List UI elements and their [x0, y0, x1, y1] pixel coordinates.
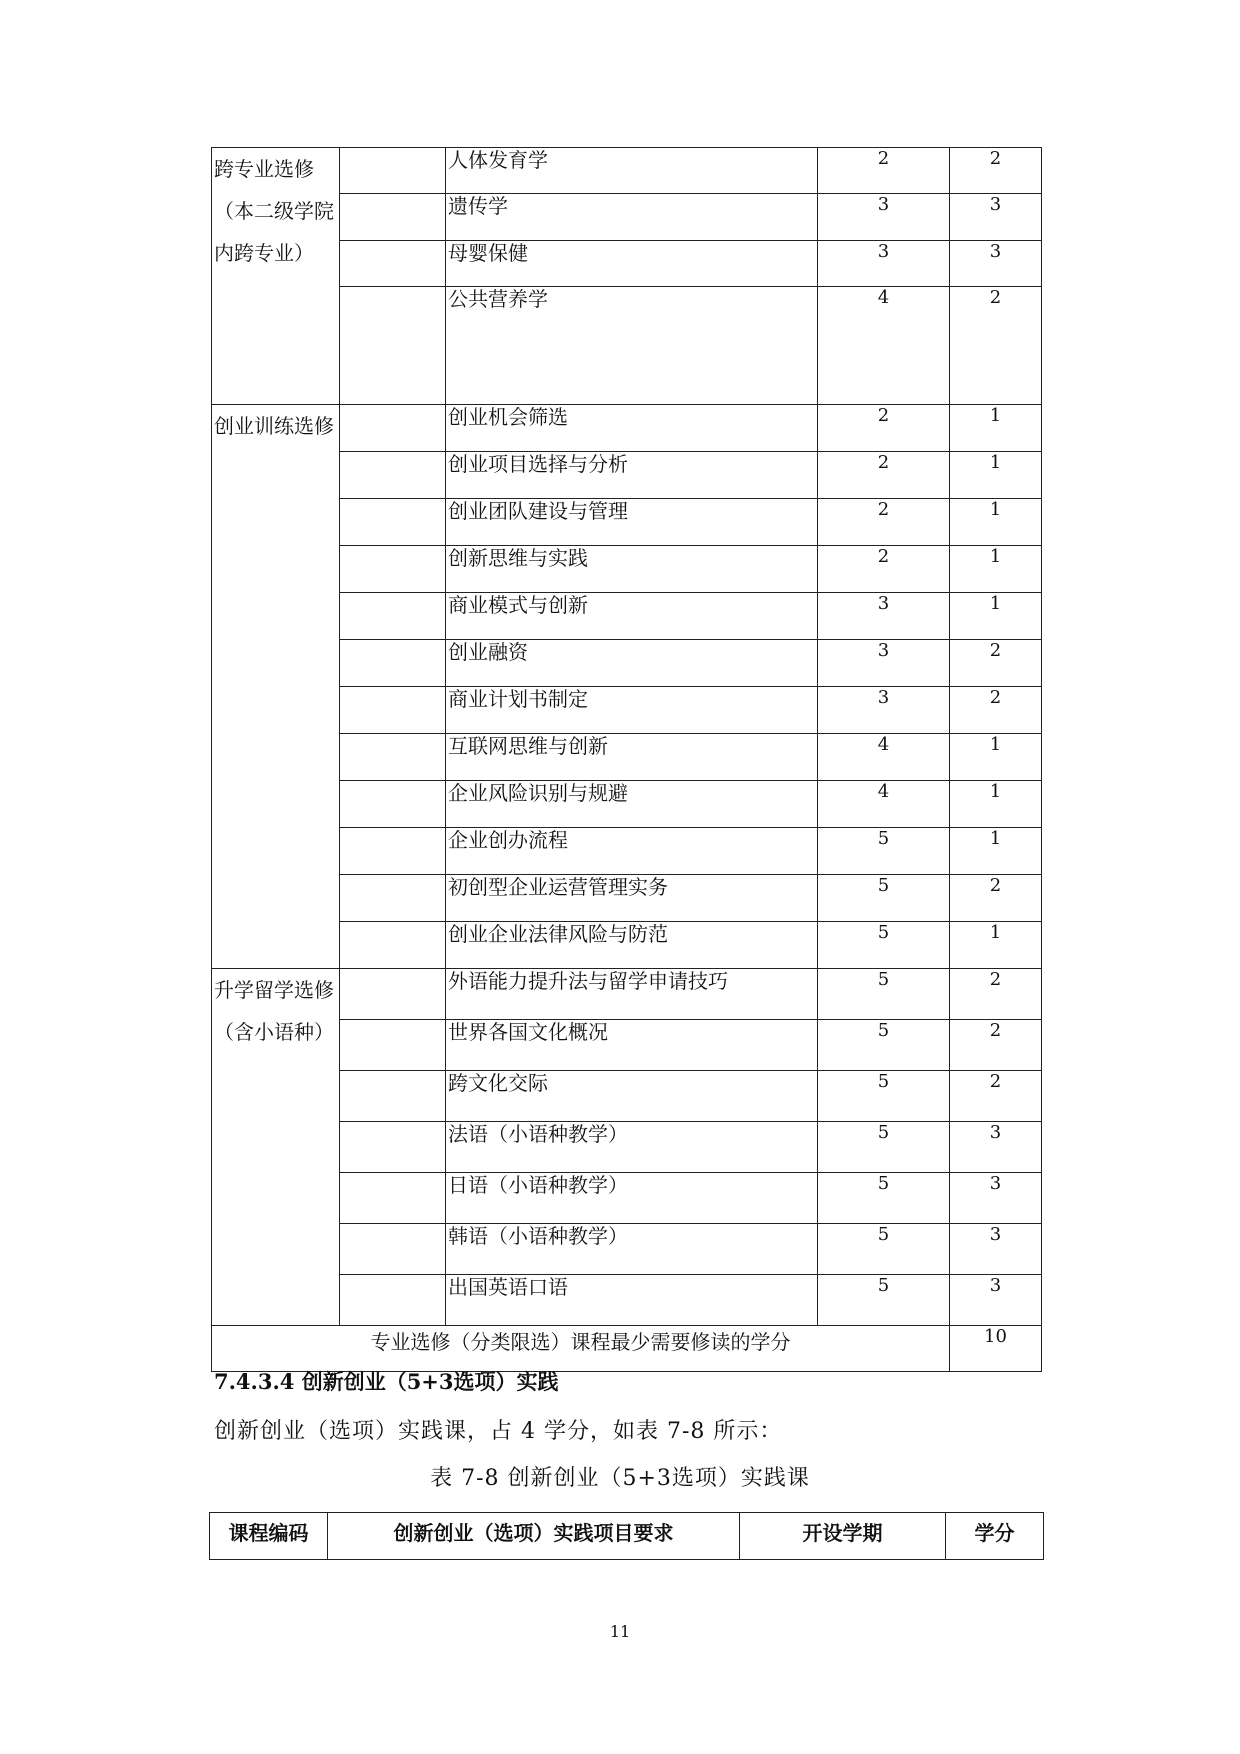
course-name: 创业团队建设与管理 [446, 499, 818, 546]
header-practice-requirement: 创新创业（选项）实践项目要求 [328, 1513, 740, 1560]
section-paragraph: 创新创业（选项）实践课，占 4 学分，如表 7-8 所示： [214, 1419, 783, 1444]
course-credit: 2 [950, 148, 1042, 194]
course-credit: 1 [950, 781, 1042, 828]
course-term: 2 [818, 452, 950, 499]
course-credit: 1 [950, 922, 1042, 969]
course-credit: 1 [950, 546, 1042, 593]
practice-requirements-table [209, 1512, 1044, 1560]
course-name: 企业风险识别与规避 [446, 781, 818, 828]
group-name-study-abroad: 升学留学选修（含小语种） [212, 969, 340, 1326]
group-name-cross-major: 跨专业选修（本二级学院内跨专业） [212, 148, 340, 405]
table-row [212, 405, 1042, 452]
course-credit: 3 [950, 241, 1042, 287]
course-term: 2 [818, 546, 950, 593]
course-credit: 1 [950, 452, 1042, 499]
summary-value: 10 [950, 1326, 1042, 1372]
course-term: 2 [818, 405, 950, 452]
course-credit: 1 [950, 499, 1042, 546]
course-name: 人体发育学 [446, 148, 818, 194]
course-name: 世界各国文化概况 [446, 1020, 818, 1071]
course-name: 法语（小语种教学） [446, 1122, 818, 1173]
course-name: 韩语（小语种教学） [446, 1224, 818, 1275]
course-term: 3 [818, 241, 950, 287]
course-name: 跨文化交际 [446, 1071, 818, 1122]
course-credit: 2 [950, 287, 1042, 405]
course-term: 2 [818, 499, 950, 546]
course-credit: 3 [950, 194, 1042, 241]
course-name: 日语（小语种教学） [446, 1173, 818, 1224]
course-credit: 2 [950, 687, 1042, 734]
course-credit: 1 [950, 734, 1042, 781]
course-term: 2 [818, 148, 950, 194]
table-row [212, 969, 1042, 1020]
course-name: 企业创办流程 [446, 828, 818, 875]
course-name: 外语能力提升法与留学申请技巧 [446, 969, 818, 1020]
course-term: 5 [818, 922, 950, 969]
course-name: 遗传学 [446, 194, 818, 241]
course-term: 5 [818, 1275, 950, 1326]
course-term: 5 [818, 828, 950, 875]
summary-row [212, 1326, 1042, 1372]
course-credit: 3 [950, 1122, 1042, 1173]
course-name: 创业项目选择与分析 [446, 452, 818, 499]
course-credit: 1 [950, 828, 1042, 875]
course-term: 4 [818, 734, 950, 781]
course-term: 5 [818, 969, 950, 1020]
course-credit: 2 [950, 1071, 1042, 1122]
page-number: 11 [609, 1622, 631, 1641]
section-heading: 7.4.3.4 创新创业（5+3选项）实践 [214, 1369, 559, 1394]
course-name: 商业模式与创新 [446, 593, 818, 640]
course-name: 商业计划书制定 [446, 687, 818, 734]
course-credit: 1 [950, 593, 1042, 640]
course-name: 出国英语口语 [446, 1275, 818, 1326]
header-credit: 学分 [946, 1513, 1044, 1560]
course-term: 3 [818, 194, 950, 241]
course-credit: 2 [950, 875, 1042, 922]
course-name: 母婴保健 [446, 241, 818, 287]
course-term: 5 [818, 1122, 950, 1173]
course-name: 创业企业法律风险与防范 [446, 922, 818, 969]
course-term: 3 [818, 687, 950, 734]
course-term: 5 [818, 1071, 950, 1122]
course-credit: 2 [950, 969, 1042, 1020]
group-name-entrepreneurship: 创业训练选修 [212, 405, 340, 969]
course-name: 公共营养学 [446, 287, 818, 405]
elective-courses-table [211, 147, 1042, 1372]
course-name: 初创型企业运营管理实务 [446, 875, 818, 922]
course-name: 创业机会筛选 [446, 405, 818, 452]
course-term: 4 [818, 287, 950, 405]
summary-label: 专业选修（分类限选）课程最少需要修读的学分 [212, 1326, 950, 1372]
course-name: 创业融资 [446, 640, 818, 687]
course-term: 5 [818, 1224, 950, 1275]
table-caption: 表 7-8 创新创业（5+3选项）实践课 [430, 1466, 810, 1491]
header-course-code: 课程编码 [210, 1513, 328, 1560]
course-term: 5 [818, 1020, 950, 1071]
course-credit: 1 [950, 405, 1042, 452]
course-credit: 3 [950, 1224, 1042, 1275]
table-row [212, 148, 1042, 194]
course-credit: 3 [950, 1173, 1042, 1224]
course-term: 3 [818, 640, 950, 687]
course-term: 4 [818, 781, 950, 828]
course-name: 创新思维与实践 [446, 546, 818, 593]
course-credit: 3 [950, 1275, 1042, 1326]
course-credit: 2 [950, 640, 1042, 687]
course-term: 3 [818, 593, 950, 640]
header-term: 开设学期 [740, 1513, 946, 1560]
course-term: 5 [818, 1173, 950, 1224]
course-term: 5 [818, 875, 950, 922]
table-header-row [210, 1513, 1044, 1560]
course-credit: 2 [950, 1020, 1042, 1071]
course-name: 互联网思维与创新 [446, 734, 818, 781]
